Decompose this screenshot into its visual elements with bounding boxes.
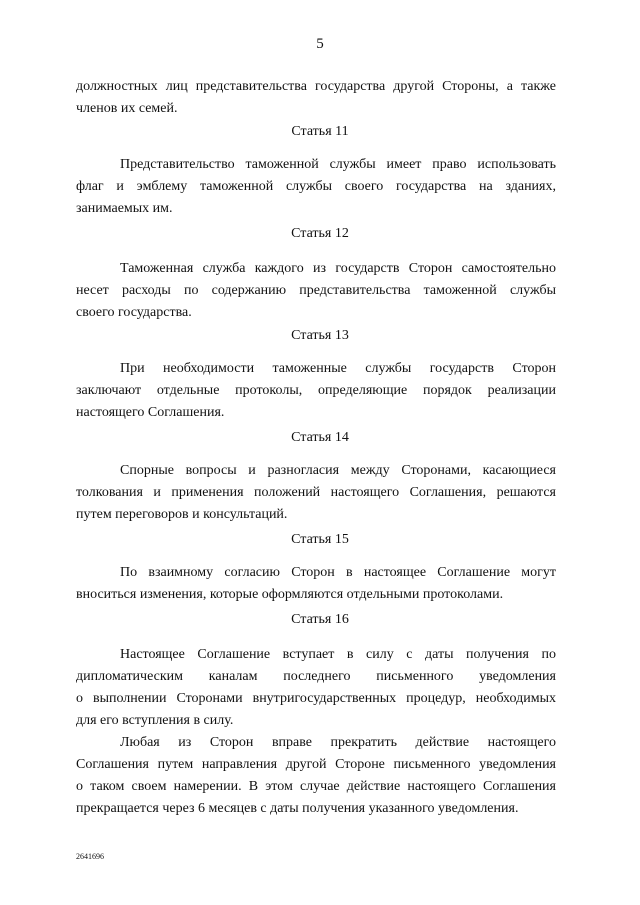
body-line: толкования и применения положений настоящего Соглашения, решаются	[76, 485, 556, 500]
body-line: При необходимости таможенные службы государств Сторон	[120, 361, 556, 376]
body-line: своего государства.	[76, 305, 192, 320]
body-line: вноситься изменения, которые оформляются отдельными протоколами.	[76, 587, 504, 602]
body-line: путем переговоров и консультаций.	[76, 507, 288, 522]
intro-line: должностных лиц представительства государства другой Стороны, а также	[76, 79, 556, 94]
body-line: настоящего Соглашения.	[76, 405, 225, 420]
body-line: Любая из Сторон вправе прекратить действие настоящего	[120, 735, 556, 750]
body-line: о таком своем намерении. В этом случае действие настоящего Соглашения	[76, 779, 556, 794]
article-heading: Статья 15	[291, 532, 349, 547]
body-line: дипломатическим каналам последнего письменного уведомления	[76, 669, 556, 684]
body-line: прекращается через 6 месяцев с даты получения указанного уведомления.	[76, 801, 519, 816]
body-line: заключают отдельные протоколы, определяющие порядок реализации	[76, 383, 556, 398]
article-heading: Статья 14	[291, 430, 349, 445]
body-line: Представительство таможенной службы имеет право использовать	[120, 157, 556, 172]
body-line: о выполнении Сторонами внутригосударственных процедур, необходимых	[76, 691, 556, 706]
article-heading: Статья 11	[291, 124, 349, 139]
document-id: 2641696	[76, 852, 104, 861]
body-line: По взаимному согласию Сторон в настоящее Соглашение могут	[120, 565, 556, 580]
body-line: Соглашения путем направления другой Стороне письменного уведомления	[76, 757, 556, 772]
page-number: 5	[316, 36, 324, 52]
body-line: Настоящее Соглашение вступает в силу с даты получения по	[120, 647, 556, 662]
body-line: для его вступления в силу.	[76, 713, 234, 728]
article-heading: Статья 13	[291, 328, 349, 343]
body-line: занимаемых им.	[76, 201, 173, 216]
body-line: несет расходы по содержанию представительства таможенной службы	[76, 283, 556, 298]
body-line: Спорные вопросы и разногласия между Сторонами, касающиеся	[120, 463, 556, 478]
article-heading: Статья 16	[291, 612, 349, 627]
intro-line: членов их семей.	[76, 101, 178, 116]
article-heading: Статья 12	[291, 226, 349, 241]
body-line: Таможенная служба каждого из государств Сторон самостоятельно	[120, 261, 556, 276]
body-line: флаг и эмблему таможенной службы своего государства на зданиях,	[76, 179, 556, 194]
